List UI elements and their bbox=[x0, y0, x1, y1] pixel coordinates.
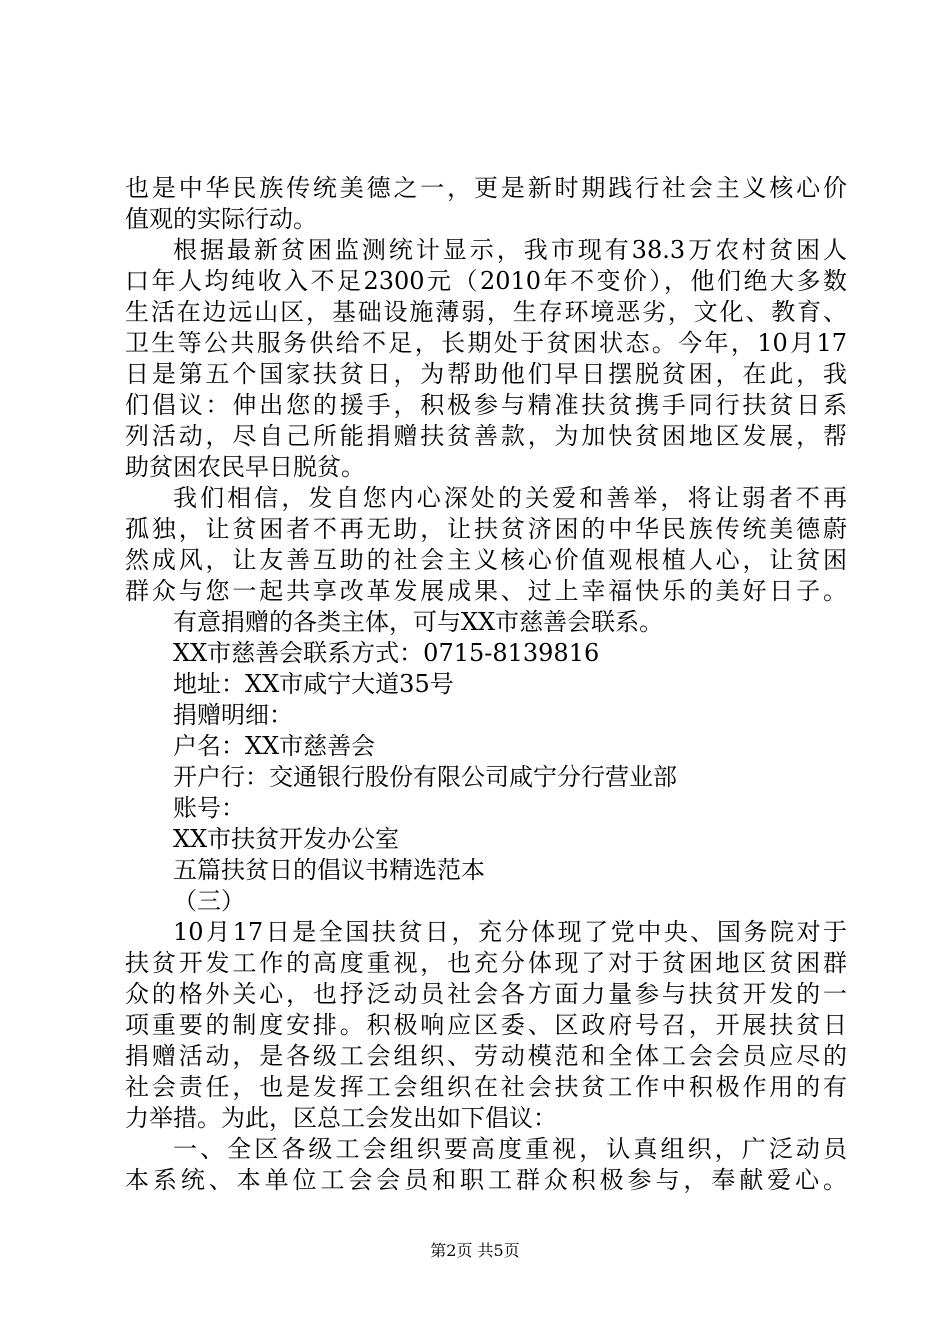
account-number-line: 账号： bbox=[173, 794, 245, 822]
section-number: （三） bbox=[173, 887, 245, 915]
paragraph-start-line: 根据最新贫困监测统计显示，我市现有38.3万农村贫困人 bbox=[173, 236, 847, 264]
text-line: 力举措。为此，区总工会发出如下倡议： bbox=[125, 1104, 557, 1132]
text-line: 日是第五个国家扶贫日，为帮助他们早日摆脱贫困，在此，我 bbox=[125, 360, 847, 388]
contact-intro-line: 有意捐赠的各类主体，可与XX市慈善会联系。 bbox=[173, 608, 664, 636]
document-body bbox=[125, 173, 847, 1196]
text-line: 卫生等公共服务供给不足，长期处于贫困状态。今年，10月17 bbox=[125, 329, 847, 357]
text-line: 助贫困农民早日脱贫。 bbox=[125, 453, 365, 481]
text-line: 生活在边远山区，基础设施薄弱，生存环境恶劣，文化、教育、 bbox=[125, 298, 847, 326]
text-line: 社会责任，也是发挥工会组织在社会扶贫工作中积极作用的有 bbox=[125, 1073, 847, 1101]
page-number-footer: 第2页 共5页 bbox=[430, 1241, 520, 1260]
account-name-line: 户名：XX市慈善会 bbox=[173, 732, 376, 760]
donation-details-heading: 捐赠明细： bbox=[173, 701, 293, 729]
text-line: 值观的实际行动。 bbox=[125, 205, 317, 233]
section-title: 五篇扶贫日的倡议书精选范本 bbox=[173, 856, 485, 884]
text-line: 群众与您一起共享改革发展成果、过上幸福快乐的美好日子。 bbox=[125, 577, 847, 605]
text-line: 本系统、本单位工会会员和职工群众积极参与，奉献爱心。 bbox=[125, 1166, 847, 1194]
contact-phone-line: XX市慈善会联系方式：0715-8139816 bbox=[173, 639, 600, 667]
text-line: 扶贫开发工作的高度重视，也充分体现了对于贫困地区贫困群 bbox=[125, 949, 847, 977]
text-line: 孤独，让贫困者不再无助，让扶贫济困的中华民族传统美德蔚 bbox=[125, 515, 847, 543]
text-line: 们倡议：伸出您的援手，积极参与精准扶贫携手同行扶贫日系 bbox=[125, 391, 847, 419]
paragraph-start-line: 10月17日是全国扶贫日，充分体现了党中央、国务院对于 bbox=[173, 918, 847, 946]
bank-line: 开户行：交通银行股份有限公司咸宁分行营业部 bbox=[173, 763, 677, 791]
text-line: 众的格外关心，也抒泛动员社会各方面力量参与扶贫开发的一 bbox=[125, 980, 847, 1008]
paragraph-start-line: 一、全区各级工会组织要高度重视，认真组织，广泛动员 bbox=[173, 1135, 847, 1163]
text-line: 列活动，尽自己所能捐赠扶贫善款，为加快贫困地区发展，帮 bbox=[125, 422, 847, 450]
text-line: 也是中华民族传统美德之一，更是新时期践行社会主义核心价 bbox=[125, 174, 847, 202]
address-line: 地址：XX市咸宁大道35号 bbox=[173, 670, 454, 698]
signature-line: XX市扶贫开发办公室 bbox=[173, 825, 400, 853]
text-line: 项重要的制度安排。积极响应区委、区政府号召，开展扶贫日 bbox=[125, 1011, 847, 1039]
paragraph-start-line: 我们相信，发自您内心深处的关爱和善举，将让弱者不再 bbox=[173, 484, 847, 512]
text-line: 捐赠活动，是各级工会组织、劳动模范和全体工会会员应尽的 bbox=[125, 1042, 847, 1070]
text-line: 口年人均纯收入不足2300元（2010年不变价），他们绝大多数 bbox=[125, 267, 847, 295]
text-line: 然成风，让友善互助的社会主义核心价值观根植人心，让贫困 bbox=[125, 546, 847, 574]
